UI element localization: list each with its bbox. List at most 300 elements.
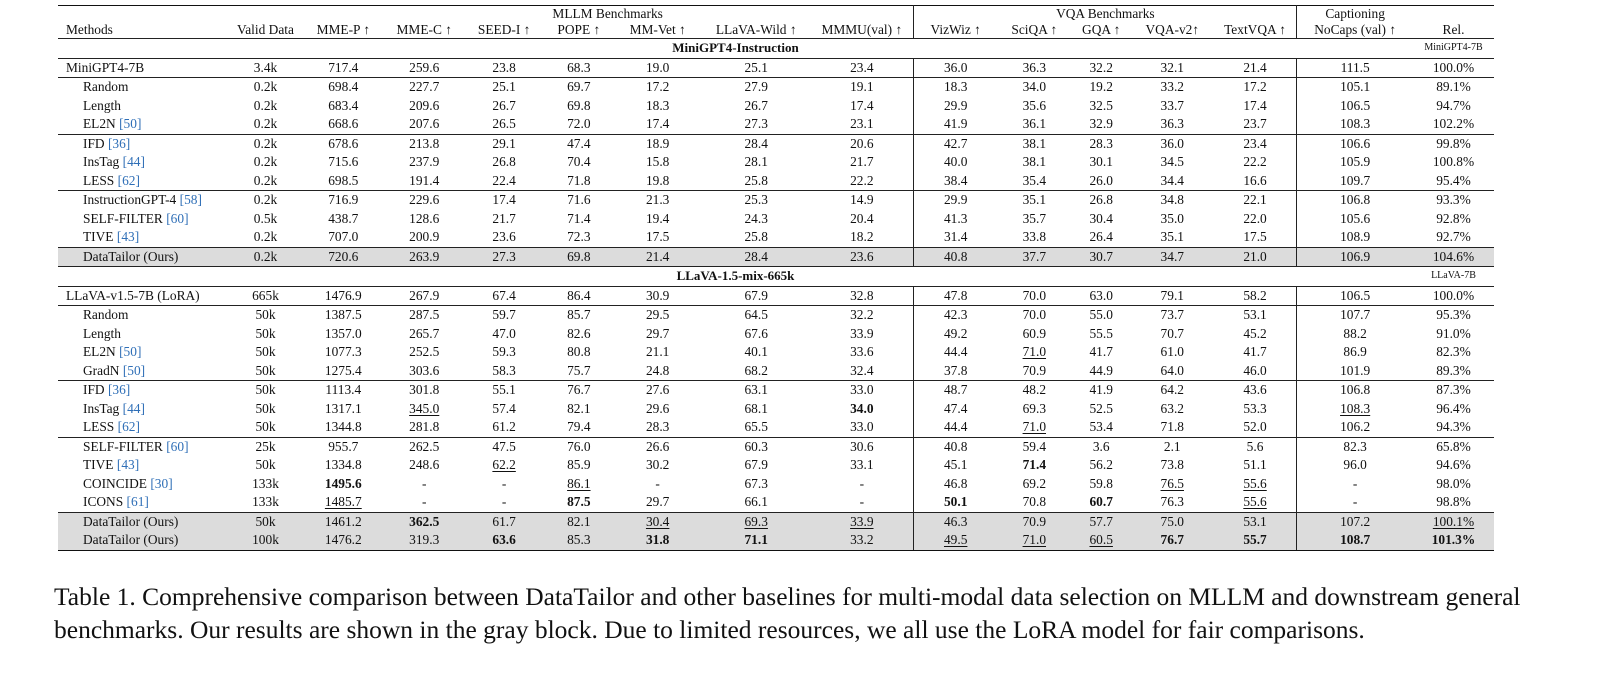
table-cell: 76.0 xyxy=(545,437,613,456)
table-cell: 36.0 xyxy=(914,58,997,78)
table-cell: 32.8 xyxy=(810,286,914,306)
table-cell: 263.9 xyxy=(385,247,464,267)
table-cell: 1275.4 xyxy=(324,362,362,378)
table-cell: 22.2 xyxy=(1214,153,1297,172)
header-rel: Rel. xyxy=(1442,22,1465,37)
table-cell: 19.0 xyxy=(613,58,702,78)
table-cell: 229.6 xyxy=(385,191,464,210)
method-name-cell xyxy=(58,134,229,153)
table-cell: 25k xyxy=(229,437,302,456)
table-cell: 35.1 xyxy=(1160,229,1184,244)
table-cell: 14.9 xyxy=(810,191,914,210)
table-cell: 101.3% xyxy=(1413,531,1494,550)
header-group-mllm: MLLM Benchmarks xyxy=(302,6,914,23)
citation-link[interactable]: [44] xyxy=(122,400,145,416)
table-cell: 59.7 xyxy=(464,306,545,325)
citation-link[interactable]: [62] xyxy=(117,419,140,434)
table-cell: 30.9 xyxy=(613,286,702,306)
table-cell: 30.6 xyxy=(810,437,914,456)
section-header-row xyxy=(58,267,1494,287)
table-cell: 28.4 xyxy=(702,247,810,267)
table-row xyxy=(58,191,1494,210)
table-cell: 107.7 xyxy=(1297,306,1413,325)
table-cell: 70.4 xyxy=(567,154,591,169)
citation-link[interactable]: [43] xyxy=(116,229,140,244)
table-cell: 85.3 xyxy=(545,531,613,550)
table-cell: 252.5 xyxy=(409,344,440,359)
table-cell: 71.0 xyxy=(1022,344,1047,359)
table-cell: 29.7 xyxy=(645,494,670,509)
method-name: EL2N xyxy=(83,116,116,131)
table-cell: 71.4 xyxy=(1022,457,1047,472)
table-cell: 678.6 xyxy=(302,134,385,153)
table-cell: 707.0 xyxy=(328,229,359,244)
table-cell: 100.0% xyxy=(1413,286,1494,306)
table-cell: 76.7 xyxy=(1131,531,1214,550)
table-cell: 108.9 xyxy=(1340,229,1371,244)
table-cell: 30.7 xyxy=(1072,247,1131,267)
table-cell: 72.0 xyxy=(567,116,591,131)
method-name: DataTailor (Ours) xyxy=(83,532,179,547)
citation-link[interactable]: [58] xyxy=(179,192,202,207)
header-group-blank xyxy=(58,6,229,23)
table-cell: 82.6 xyxy=(567,325,591,341)
table-cell: 106.2 xyxy=(1340,419,1371,434)
table-cell: 248.6 xyxy=(409,457,440,472)
table-cell: 23.1 xyxy=(810,115,914,134)
table-cell: 40.8 xyxy=(914,247,997,267)
method-name-cell xyxy=(58,493,229,512)
table-cell: 93.3% xyxy=(1413,191,1494,210)
table-cell: 25.1 xyxy=(702,58,810,78)
table-cell: 35.1 xyxy=(997,191,1072,210)
method-name: LLaVA-v1.5-7B (LoRA) xyxy=(66,287,200,303)
table-cell: 86.9 xyxy=(1343,344,1367,359)
table-cell: 34.4 xyxy=(1160,172,1184,188)
table-cell: 55.0 xyxy=(1072,306,1131,325)
table-cell: 88.2 xyxy=(1343,325,1367,341)
citation-link[interactable]: [50] xyxy=(119,344,142,359)
table-cell: 345.0 xyxy=(409,400,440,416)
table-cell: 106.5 xyxy=(1340,97,1371,113)
table-cell: 26.6 xyxy=(613,437,702,456)
method-name: EL2N xyxy=(83,344,116,359)
method-name-cell xyxy=(58,247,229,267)
table-cell: 3.6 xyxy=(1072,437,1131,456)
table-cell: 64.5 xyxy=(702,306,810,325)
method-name-cell xyxy=(58,512,229,531)
table-cell: 63.0 xyxy=(1072,286,1131,306)
table-row xyxy=(58,134,1494,153)
table-cell: 0.2k xyxy=(229,191,302,210)
table-cell: 105.1 xyxy=(1297,78,1413,97)
table-cell: 94.6% xyxy=(1436,457,1471,472)
table-cell: 21.7 xyxy=(492,210,516,226)
header-mme-p: MME-P ↑ xyxy=(316,22,371,37)
table-cell: 94.7% xyxy=(1436,97,1471,113)
table-cell: 46.3 xyxy=(914,512,997,531)
table-cell: 1357.0 xyxy=(324,325,362,341)
table-cell: 319.3 xyxy=(385,531,464,550)
method-name-cell xyxy=(58,78,229,97)
table-cell: 71.8 xyxy=(1160,419,1184,434)
table-cell: 61.2 xyxy=(492,419,516,434)
table-cell: 17.4 xyxy=(1214,97,1297,116)
table-cell: 717.4 xyxy=(302,58,385,78)
citation-link[interactable]: [43] xyxy=(116,457,140,472)
table-cell: 63.2 xyxy=(1160,400,1184,416)
table-row xyxy=(58,343,1494,362)
table-cell: 213.8 xyxy=(385,134,464,153)
method-name: Random xyxy=(83,79,129,94)
table-cell: 53.1 xyxy=(1214,512,1297,531)
table-cell: 26.4 xyxy=(1089,229,1113,244)
table-cell: 61.0 xyxy=(1160,344,1184,359)
method-name-cell xyxy=(58,362,229,381)
section-title: LLaVA-1.5-mix-665k xyxy=(58,267,1413,287)
table-cell: 53.4 xyxy=(1089,419,1113,434)
table-cell: 26.5 xyxy=(492,116,516,131)
table-cell: 75.0 xyxy=(1131,512,1214,531)
table-cell: 15.8 xyxy=(645,154,670,169)
table-cell: 38.1 xyxy=(997,134,1072,153)
table-cell: 41.9 xyxy=(943,116,968,131)
table-cell: 58.2 xyxy=(1214,286,1297,306)
table-cell: 52.5 xyxy=(1089,400,1113,416)
table-cell: 19.4 xyxy=(645,210,670,226)
table-cell: 47.5 xyxy=(464,437,545,456)
table-cell: 32.4 xyxy=(810,362,914,381)
citation-link[interactable]: [60] xyxy=(166,210,189,226)
table-cell: 23.6 xyxy=(810,247,914,267)
table-cell: 76.5 xyxy=(1160,475,1184,491)
table-cell: 41.3 xyxy=(943,210,968,226)
table-cell: 100.8% xyxy=(1432,154,1475,169)
header-nocaps: NoCaps (val) ↑ xyxy=(1314,22,1397,37)
table-cell: 99.8% xyxy=(1413,134,1494,153)
table-cell: 50k xyxy=(229,381,302,400)
table-cell: 71.0 xyxy=(997,531,1072,550)
table-cell: 100k xyxy=(229,531,302,550)
table-cell: 44.4 xyxy=(943,344,968,359)
table-cell: 23.7 xyxy=(1214,115,1297,134)
table-cell: 25.8 xyxy=(744,172,768,188)
table-row xyxy=(58,286,1494,306)
table-cell: 34.7 xyxy=(1131,247,1214,267)
method-name-cell xyxy=(58,325,229,344)
table-cell: 55.7 xyxy=(1214,531,1297,550)
table-cell: 32.2 xyxy=(810,306,914,325)
table-cell: 227.7 xyxy=(385,78,464,97)
table-cell: 87.3% xyxy=(1413,381,1494,400)
table-cell: 44.9 xyxy=(1089,362,1113,378)
table-cell: - xyxy=(422,475,427,491)
method-name-cell xyxy=(58,418,229,437)
table-cell: 3.4k xyxy=(229,58,302,78)
table-cell: 106.8 xyxy=(1297,381,1413,400)
table-cell: 34.8 xyxy=(1131,191,1214,210)
header-group-captioning: Captioning xyxy=(1297,6,1413,23)
table-cell: 49.5 xyxy=(914,531,997,550)
table-row xyxy=(58,456,1494,475)
table-cell: 716.9 xyxy=(302,191,385,210)
table-cell: 60.7 xyxy=(1089,494,1113,509)
table-cell: 16.6 xyxy=(1214,172,1297,191)
table-cell: 29.7 xyxy=(645,325,670,341)
citation-link[interactable]: [61] xyxy=(126,494,149,509)
citation-link[interactable]: [50] xyxy=(119,116,142,131)
table-cell: 25.1 xyxy=(464,78,545,97)
table-cell: 698.4 xyxy=(302,78,385,97)
table-cell: 30.4 xyxy=(1089,210,1113,226)
table-row xyxy=(58,153,1494,172)
method-name: GradN xyxy=(83,362,120,378)
table-cell: 47.0 xyxy=(492,325,516,341)
table-cell: 63.6 xyxy=(464,531,545,550)
table-cell: 23.4 xyxy=(810,58,914,78)
table-cell: 21.1 xyxy=(645,344,670,359)
table-cell: 50k xyxy=(255,419,276,434)
table-cell: 46.0 xyxy=(1214,362,1297,381)
table-cell: 96.4% xyxy=(1436,400,1471,416)
table-row xyxy=(58,228,1494,247)
table-cell: 79.4 xyxy=(567,419,591,434)
table-cell: 37.8 xyxy=(943,362,968,378)
table-cell: 262.5 xyxy=(385,437,464,456)
header-mmmu: MMMU(val) ↑ xyxy=(810,22,914,39)
table-cell: 73.8 xyxy=(1160,457,1184,472)
table-cell: 19.2 xyxy=(1072,78,1131,97)
table-cell: 108.3 xyxy=(1340,116,1371,131)
table-cell: 200.9 xyxy=(409,229,440,244)
method-name-cell xyxy=(58,400,229,419)
table-cell: 85.7 xyxy=(545,306,613,325)
table-cell: 50.1 xyxy=(943,494,968,509)
method-name-cell xyxy=(58,381,229,400)
citation-link[interactable]: [60] xyxy=(166,438,189,454)
table-cell: 26.7 xyxy=(492,97,516,113)
method-name: LESS xyxy=(83,419,115,434)
header-mm-vet: MM-Vet ↑ xyxy=(629,22,686,37)
method-name-cell xyxy=(58,153,229,172)
table-cell: 47.4 xyxy=(545,134,613,153)
table-cell: 70.7 xyxy=(1160,325,1184,341)
table-row xyxy=(58,78,1494,97)
citation-link[interactable]: [36] xyxy=(107,382,131,397)
table-cell: 0.2k xyxy=(229,134,302,153)
method-name: Length xyxy=(83,325,121,341)
method-name: ICONS xyxy=(83,494,124,509)
method-name: SELF-FILTER xyxy=(83,438,163,454)
table-cell: 60.9 xyxy=(1022,325,1047,341)
table-cell: 76.3 xyxy=(1160,494,1184,509)
table-cell: 65.5 xyxy=(744,419,768,434)
table-cell: 32.9 xyxy=(1089,116,1113,131)
table-cell: 36.0 xyxy=(1131,134,1214,153)
table-cell: 75.7 xyxy=(567,362,591,378)
method-name-cell xyxy=(58,115,229,134)
table-cell: 59.3 xyxy=(492,344,516,359)
table-cell: 25.3 xyxy=(702,191,810,210)
table-cell: 38.1 xyxy=(1022,154,1047,169)
table-cell: 100.1% xyxy=(1413,512,1494,531)
table-cell: 71.8 xyxy=(567,172,591,188)
table-row xyxy=(58,493,1494,512)
table-cell: 48.2 xyxy=(997,381,1072,400)
table-cell: 1113.4 xyxy=(302,381,385,400)
table-cell: 106.9 xyxy=(1297,247,1413,267)
table-cell: 17.4 xyxy=(645,116,670,131)
table-cell: 33.9 xyxy=(810,512,914,531)
table-cell: 287.5 xyxy=(385,306,464,325)
table-cell: 101.9 xyxy=(1340,362,1371,378)
table-cell: 59.4 xyxy=(997,437,1072,456)
table-cell: 60.3 xyxy=(702,437,810,456)
table-cell: 28.4 xyxy=(702,134,810,153)
table-cell: 0.2k xyxy=(253,172,278,188)
table-cell: 57.4 xyxy=(492,400,516,416)
table-cell: 133k xyxy=(252,494,279,509)
table-cell: 0.2k xyxy=(229,78,302,97)
table-cell: 98.8% xyxy=(1436,494,1471,509)
citation-link[interactable]: [62] xyxy=(117,172,140,188)
table-cell: 698.5 xyxy=(328,172,359,188)
table-cell: 1461.2 xyxy=(302,512,385,531)
table-cell: 67.6 xyxy=(744,325,768,341)
table-cell: 33.7 xyxy=(1160,97,1184,113)
table-row xyxy=(58,512,1494,531)
table-cell: 281.8 xyxy=(409,419,440,434)
table-cell: 59.8 xyxy=(1089,475,1113,491)
header-vizwiz: VizWiz ↑ xyxy=(930,22,981,37)
method-name-cell xyxy=(58,97,229,116)
table-cell: - xyxy=(1352,475,1358,491)
table-cell: 36.3 xyxy=(1160,116,1184,131)
table-cell: 40.8 xyxy=(914,437,997,456)
table-cell: 50k xyxy=(229,512,302,531)
table-row xyxy=(58,362,1494,381)
table-cell: 68.1 xyxy=(744,400,768,416)
table-cell: 61.7 xyxy=(464,512,545,531)
table-cell: 71.4 xyxy=(567,210,591,226)
table-row xyxy=(58,115,1494,134)
header-pope: POPE ↑ xyxy=(557,22,601,37)
table-cell: 955.7 xyxy=(302,437,385,456)
table-cell: 30.2 xyxy=(645,457,670,472)
method-name-cell xyxy=(58,306,229,325)
table-cell: 22.4 xyxy=(492,172,516,188)
table-cell: - xyxy=(501,494,507,509)
table-row xyxy=(58,247,1494,267)
table-cell: 79.1 xyxy=(1131,286,1214,306)
table-row xyxy=(58,437,1494,456)
table-cell: 44.4 xyxy=(943,419,968,434)
method-name: MiniGPT4-7B xyxy=(66,59,145,75)
citation-link[interactable]: [50] xyxy=(122,362,146,378)
table-cell: 24.8 xyxy=(645,362,670,378)
table-row xyxy=(58,325,1494,344)
table-cell: 23.6 xyxy=(492,229,516,244)
table-cell: 17.5 xyxy=(645,229,670,244)
citation-link[interactable]: [44] xyxy=(122,154,145,169)
table-cell: 69.8 xyxy=(545,247,613,267)
table-cell: 0.2k xyxy=(253,116,278,131)
table-cell: 36.3 xyxy=(997,58,1072,78)
table-cell: 67.4 xyxy=(464,286,545,306)
table-cell: 108.3 xyxy=(1340,400,1371,416)
table-cell: - xyxy=(501,475,507,491)
method-name: InsTag xyxy=(83,154,120,169)
table-cell: 21.3 xyxy=(613,191,702,210)
table-cell: 70.0 xyxy=(997,306,1072,325)
citation-link[interactable]: [30] xyxy=(150,475,173,491)
table-cell: 106.6 xyxy=(1297,134,1413,153)
table-cell: 35.0 xyxy=(1160,210,1184,226)
table-cell: 68.3 xyxy=(545,58,613,78)
table-cell: 1476.9 xyxy=(302,286,385,306)
table-cell: 32.5 xyxy=(1089,97,1113,113)
table-cell: 30.4 xyxy=(613,512,702,531)
header-group-row xyxy=(58,6,1494,23)
table-cell: 17.4 xyxy=(810,97,914,116)
table-cell: 29.9 xyxy=(914,191,997,210)
table-cell: 104.6% xyxy=(1413,247,1494,267)
table-cell: 1476.2 xyxy=(302,531,385,550)
table-cell: 63.1 xyxy=(702,381,810,400)
header-group-blank xyxy=(229,6,302,23)
method-name: IFD xyxy=(83,135,105,151)
table-cell: 86.1 xyxy=(567,475,591,491)
table-cell: 35.6 xyxy=(1022,97,1047,113)
table-cell: 70.9 xyxy=(1022,362,1047,378)
table-cell: 20.6 xyxy=(810,134,914,153)
method-name: Length xyxy=(83,97,121,113)
method-name-cell xyxy=(58,531,229,550)
table-cell: 21.0 xyxy=(1214,247,1297,267)
header-seed-i: SEED-I ↑ xyxy=(477,22,531,37)
method-name: IFD xyxy=(83,382,105,397)
table-cell: - xyxy=(422,494,427,509)
table-row xyxy=(58,172,1494,191)
table-cell: 33.6 xyxy=(810,343,914,362)
table-cell: 29.1 xyxy=(464,134,545,153)
method-name: InstructionGPT-4 xyxy=(83,192,177,207)
table-cell: 29.6 xyxy=(645,400,670,416)
table-cell: 32.1 xyxy=(1131,58,1214,78)
table-cell: 70.8 xyxy=(1022,494,1047,509)
citation-link[interactable]: [36] xyxy=(107,135,131,151)
table-cell: 76.7 xyxy=(545,381,613,400)
table-row xyxy=(58,210,1494,229)
table-cell: 207.6 xyxy=(409,116,440,131)
table-cell: 27.3 xyxy=(464,247,545,267)
table-cell: 41.7 xyxy=(1214,343,1297,362)
table-cell: 19.8 xyxy=(645,172,670,188)
table-cell: 92.7% xyxy=(1436,229,1471,244)
table-cell: 51.1 xyxy=(1214,456,1297,475)
table-cell: 82.3% xyxy=(1436,344,1471,359)
table-cell: 106.5 xyxy=(1297,286,1413,306)
table-cell: 720.6 xyxy=(302,247,385,267)
table-cell: 33.0 xyxy=(810,381,914,400)
table-cell: 65.8% xyxy=(1413,437,1494,456)
table-cell: 22.1 xyxy=(1214,191,1297,210)
method-name-cell xyxy=(58,191,229,210)
table-cell: 133k xyxy=(252,475,279,491)
header-mme-c: MME-C ↑ xyxy=(396,22,452,37)
table-cell: 1387.5 xyxy=(302,306,385,325)
table-cell: 265.7 xyxy=(409,325,440,341)
